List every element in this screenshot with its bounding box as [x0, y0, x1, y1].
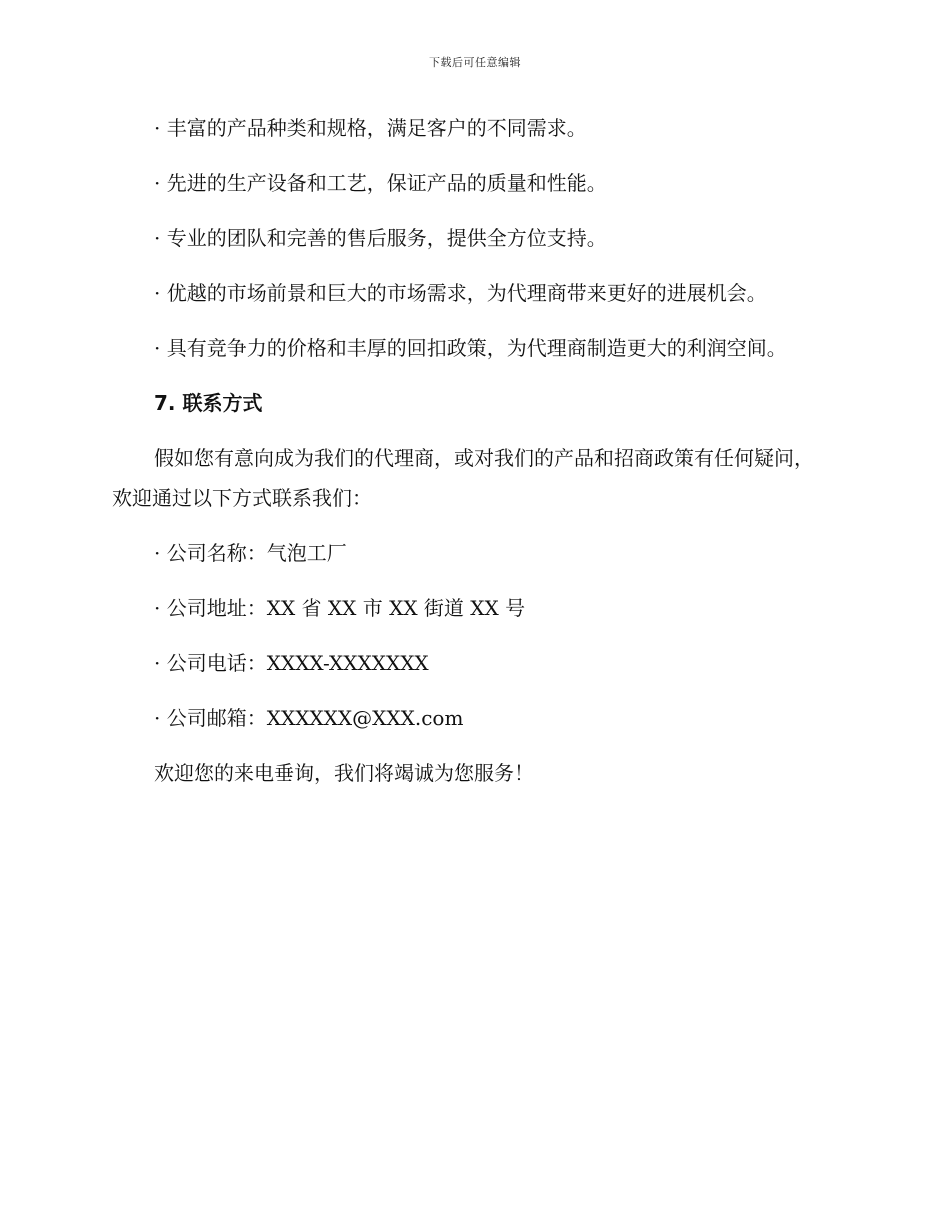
intro-paragraph: 假如您有意向成为我们的代理商，或对我们的产品和招商政策有任何疑问，欢迎通过以下方式联系我们：: [112, 446, 814, 510]
advantage-item: · 优越的市场前景和巨大的市场需求，为代理商带来更好的进展机会。: [154, 281, 767, 305]
closing-paragraph: 欢迎您的来电垂询，我们将竭诚为您服务！: [154, 761, 534, 785]
contact-phone: · 公司电话：XXXX-XXXXXXX: [154, 651, 429, 675]
section-heading: 7. 联系方式: [154, 391, 263, 415]
advantage-item: · 丰富的产品种类和规格，满足客户的不同需求。: [154, 116, 587, 140]
document-body: [112, 108, 832, 808]
advantage-item: · 具有竞争力的价格和丰厚的回扣政策，为代理商制造更大的利润空间。: [154, 336, 787, 360]
header-note: 下载后可任意编辑: [429, 56, 521, 69]
advantage-item: · 专业的团队和完善的售后服务，提供全方位支持。: [154, 226, 607, 250]
advantage-item: · 先进的生产设备和工艺，保证产品的质量和性能。: [154, 171, 607, 195]
contact-address: · 公司地址：XX 省 XX 市 XX 街道 XX 号: [154, 596, 526, 620]
contact-email: · 公司邮箱：XXXXXX@XXX.com: [154, 706, 464, 730]
contact-company-name: · 公司名称：气泡工厂: [154, 541, 347, 565]
